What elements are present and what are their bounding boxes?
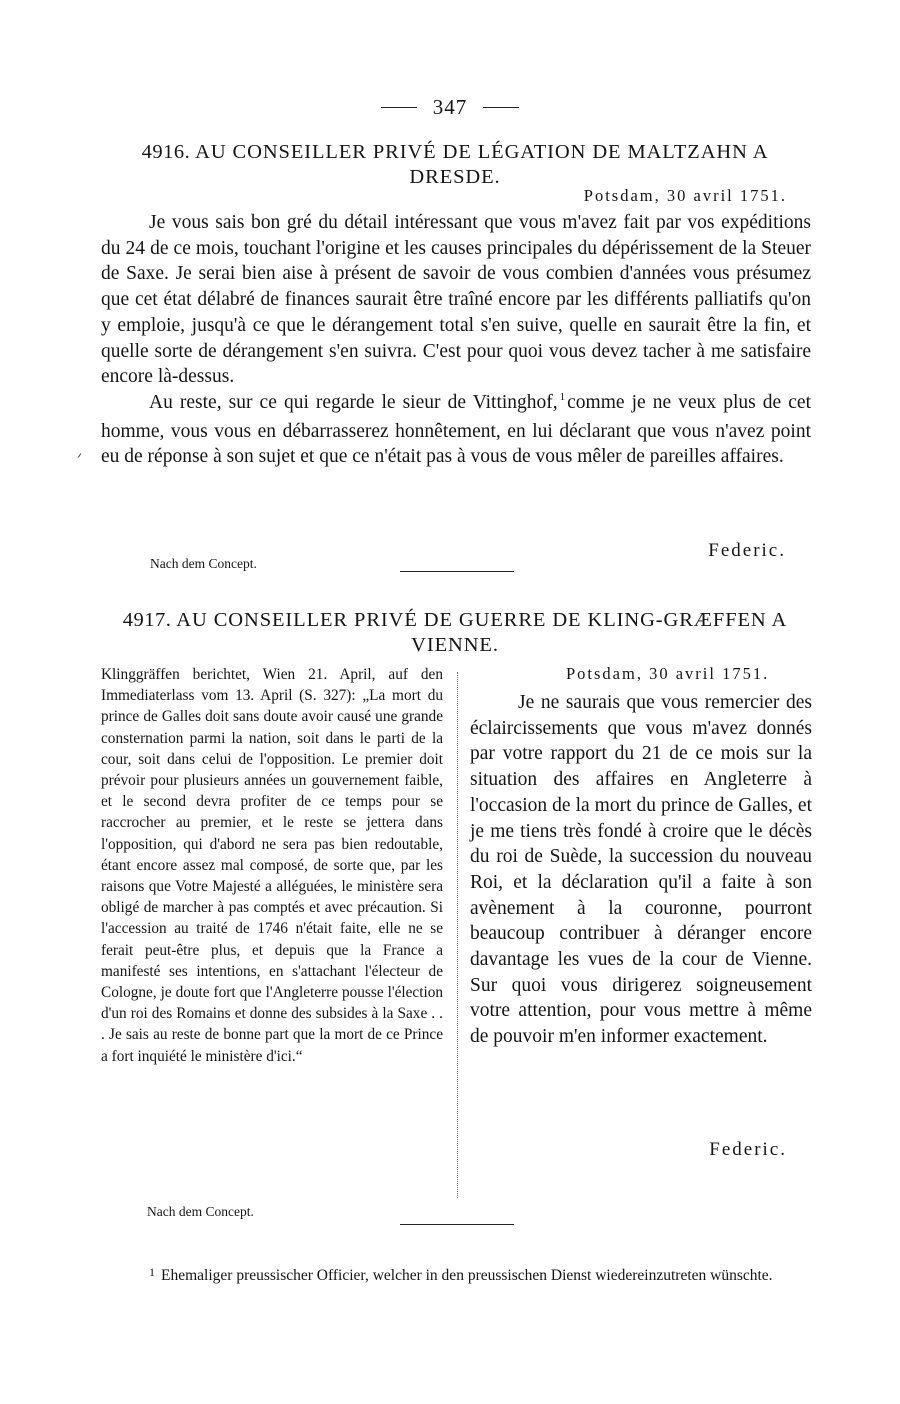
doc2-signature: Federic. — [709, 1139, 787, 1160]
doc1-paragraph-2-end: comme je ne veux plus de cet homme, vous vous en débarrasserez honnêtement, en lui déclarant que vous n'avez point eu de réponse à son sujet et que ce n'était pas à vous de vous mêler de pareilles affaires. — [101, 391, 811, 468]
column-separator — [457, 672, 458, 1198]
doc2-number: 4917. — [122, 609, 172, 631]
doc1-title: AU CONSEILLER PRIVÉ DE LÉGATION DE MALTZAHN A DRESDE. — [195, 141, 769, 188]
page-header — [0, 92, 900, 122]
doc1-paragraph-1: Je vous sais bon gré du détail intéressant que vous m'avez fait par vos expéditions du 24 de ce mois, touchant l'origine et les causes principales du dépérissement de la Steuer de Saxe. Je serai bien aise à présent de savoir de vous combien d'années vous présumez que cet état délabré de finances saurait être traîné encore par les différents palliatifs qu'on y emploie, jusqu'à ce que le dérangement total s'en suive, quelle en saurait être la fin, et quelle sorte de dérangement s'en suivra. C'est pour quoi vous devez tacher à me satisfaire encore là-dessus. — [101, 212, 811, 388]
doc1-heading — [100, 140, 810, 190]
doc1-body — [101, 210, 811, 470]
doc1-number: 4916. — [141, 141, 191, 163]
footnote-number: 1 — [149, 1265, 155, 1279]
doc2-paragraph: Je ne saurais que vous remercier des éclaircissements que vous m'avez donnés par votre rapport du 21 de ce mois sur la situation des affaires en Angleterre à l'occasion de la mort du prince de Galles, et je me tiens très fondé à croire que le décès du roi de Suède, la succession du nouveau Roi, et la déclaration qu'il a faite à son avènement à la couronne, pourront beaucoup contribuer à déranger encore davantage les vues de la cour de Vienne. Sur quoi vous dirigerez soigneusement votre attention, pour vous mettre à même de pouvoir m'en informer exactement. — [470, 692, 812, 1048]
footnote-divider — [400, 1224, 514, 1225]
doc1-source-note: Nach dem Concept. — [150, 556, 257, 571]
footnote-reference: 1 — [559, 390, 566, 403]
section-divider — [400, 571, 514, 572]
doc2-heading — [110, 608, 800, 658]
margin-mark — [78, 453, 82, 458]
doc2-report-summary: Klinggräffen berichtet, Wien 21. April, auf den Immediaterlass vom 13. April (S. 327): „La mort du prince de Galles doit sans doute avoir causé une grande consternation parmi la nation, soit dans le parti de la cour, soit dans celui de l'opposition. Le premier doit prévoir pour plusieurs années un gouvernement faible, et le second devra profiter de ce temps pour se raccrocher au premier, et le reste se jettera dans l'opposition, qui d'abord ne sera pas bien redoutable, étant encore assez mal composé, de sorte que, par les raisons que Votre Majesté a alléguées, le ministère sera obligé de marcher à pas comptés et avec précaution. Si l'accession au traité de 1746 n'était faite, elle ne se ferait peut-être plus, et depuis que la France a manifesté ses intentions, en s'attachant l'électeur de Cologne, je doute fort que l'Angleterre pousse l'élection d'un roi des Romains et donne des subsides à la Saxe . . . Je sais au reste de bonne part que la mort de ce Prince a fort inquiété le ministère d'ici.“ — [101, 666, 443, 1065]
doc2-body — [470, 690, 812, 1050]
page-number: 347 — [432, 94, 468, 119]
doc1-date: Potsdam, 30 avril 1751. — [583, 186, 787, 205]
footnote-text: Ehemaliger preussischer Officier, welcher in den preussischen Dienst wiedereinzutreten wünschte. — [161, 1267, 773, 1284]
doc2-source-note: Nach dem Concept. — [147, 1204, 254, 1219]
doc1-paragraph-2-start: Au reste, sur ce qui regarde le sieur de Vittinghof, — [149, 391, 558, 413]
doc2-date: Potsdam, 30 avril 1751. — [566, 664, 770, 683]
doc2-title: AU CONSEILLER PRIVÉ DE GUERRE DE KLING-GRÆFFEN A VIENNE. — [176, 609, 788, 656]
doc1-signature: Federic. — [708, 540, 786, 561]
header-dash-left — [381, 107, 417, 108]
header-dash-right — [483, 107, 519, 108]
doc1-paragraph-2 — [101, 390, 811, 470]
footnote — [101, 1265, 811, 1287]
